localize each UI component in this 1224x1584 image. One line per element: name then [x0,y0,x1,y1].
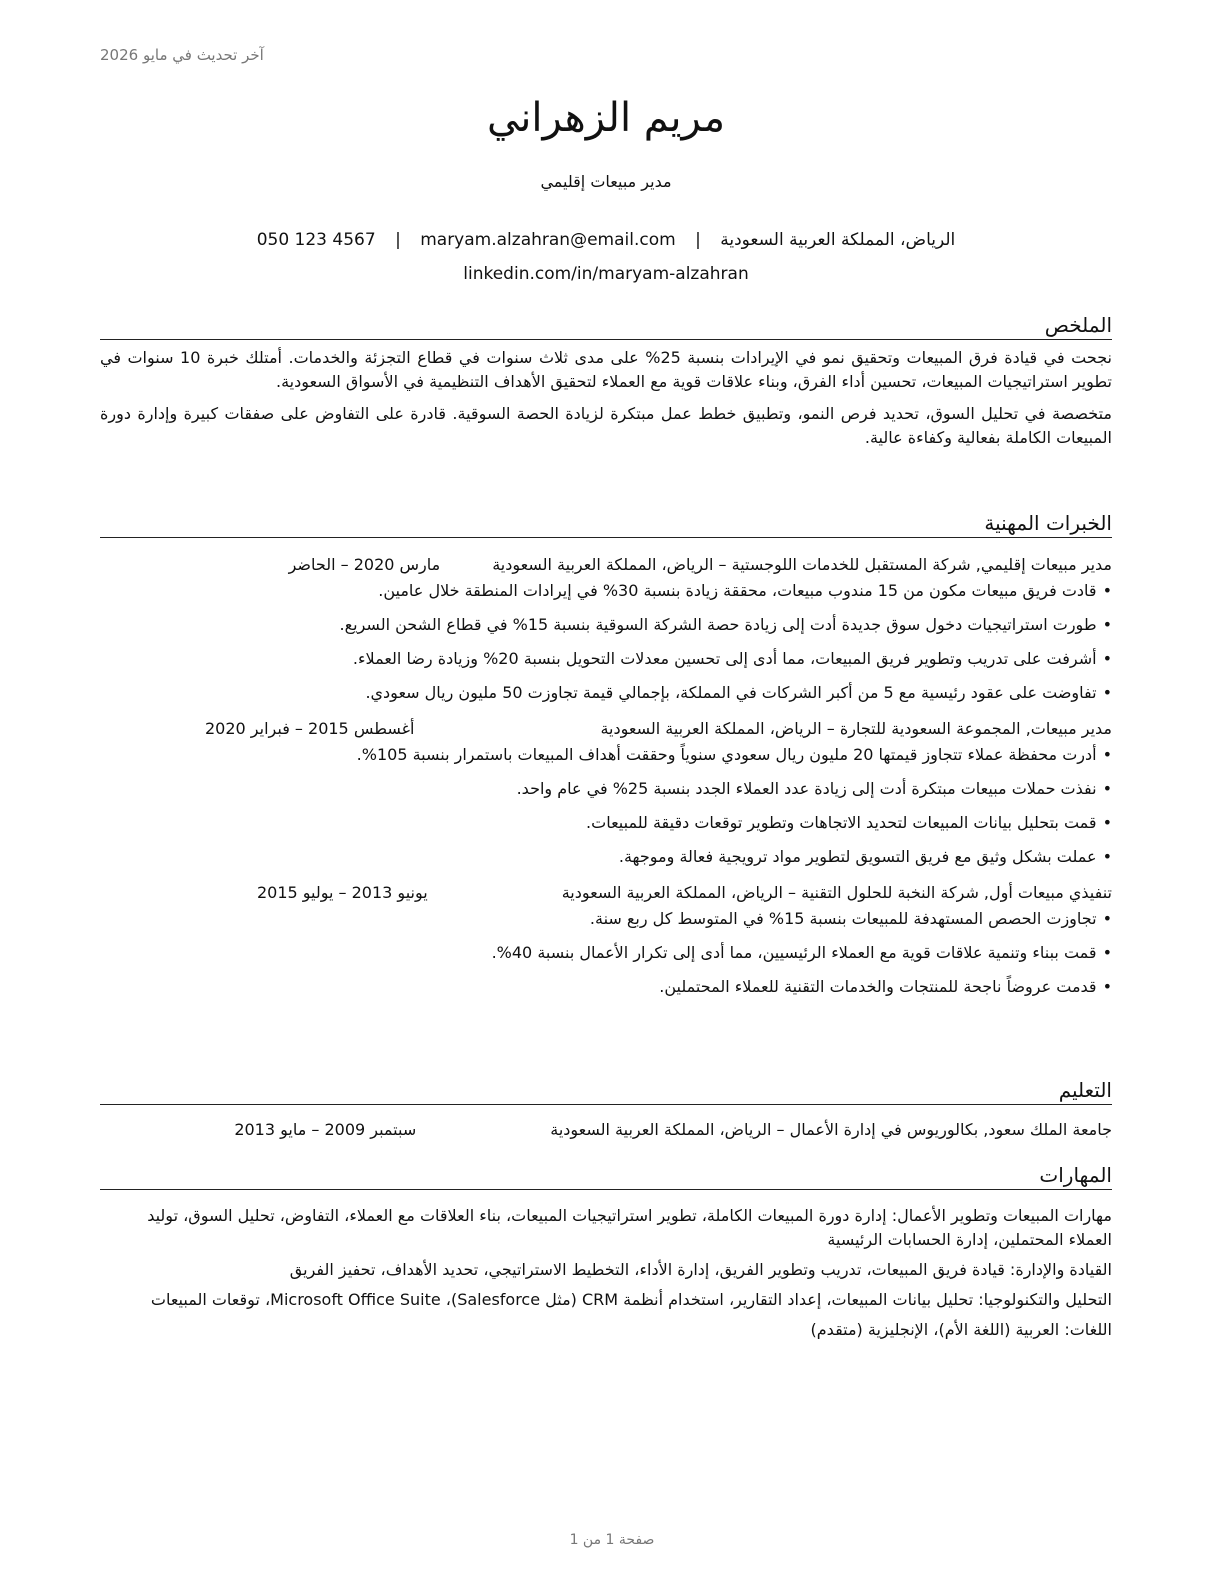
list-item: •قمت ببناء وتنمية علاقات قوية مع العملاء الرئيسيين، مما أدى إلى تكرار الأعمال بنسبة 40%. [491,943,1112,962]
last-updated-note: آخر تحديث في مايو 2026 [100,46,264,64]
job-header [100,718,1112,740]
job-bullets [162,580,1112,704]
email-link[interactable]: maryam.alzahran@email.com [420,230,676,250]
job-dates: أغسطس 2015 – فبراير 2020 [205,719,415,738]
job-title-company: تنفيذي مبيعات أول, شركة النخبة للحلول التقنية – الرياض، المملكة العربية السعودية [561,883,1112,902]
candidate-name: مريم الزهراني [486,95,726,141]
list-item: •تجاوزت الحصص المستهدفة للمبيعات بنسبة 15% في المتوسط كل ربع سنة. [589,909,1112,928]
list-item: •عملت بشكل وثيق مع فريق التسويق لتطوير مواد ترويجية فعالة وموجهة. [618,847,1112,866]
linkedin-link[interactable]: linkedin.com/in/maryam-alzahran [463,264,749,284]
skill-line: التحليل والتكنولوجيا: تحليل بيانات المبيعات، إعداد التقارير، استخدام أنظمة CRM (مثل Salesforce)، Microsoft Office Suite، توقعات المبيعات [150,1290,1112,1309]
contact-line-2 [100,257,1112,291]
list-item: •أدرت محفظة عملاء تتجاوز قيمتها 20 مليون ريال سعودي سنوياً وحققت أهداف المبيعات باستمرار بنسبة 105%. [356,745,1112,764]
contact-info [100,223,1112,291]
job-title-company: مدير مبيعات, المجموعة السعودية للتجارة – الرياض، المملكة العربية السعودية [600,719,1112,738]
job-entry [100,718,1112,868]
phone-text: 050 123 4567 [256,230,376,250]
skills-section [100,1162,1112,1342]
list-item: •قمت بتحليل بيانات المبيعات لتحديد الاتجاهات وتطوير توقعات دقيقة للمبيعات. [586,813,1112,832]
contact-separator: | [695,230,701,250]
summary-paragraph: متخصصة في تحليل السوق، تحديد فرص النمو، وتطبيق خطط عمل مبتكرة لزيادة الحصة السوقية. قادرة على التفاوض على صفقات كبيرة وإدارة دورة المبيعات الكاملة بفعالية وكفاءة عالية. [100,404,1112,447]
page-number: صفحة 1 من 1 [569,1532,655,1548]
skill-line: اللغات: العربية (اللغة الأم)، الإنجليزية (متقدم) [810,1320,1112,1339]
section-heading-experience: الخبرات المهنية [100,510,1112,538]
job-entry [100,882,1112,998]
education-dates: سبتمبر 2009 – مايو 2013 [234,1120,417,1139]
candidate-title: مدير مبيعات إقليمي [540,172,672,191]
list-item: •قادت فريق مبيعات مكون من 15 مندوب مبيعات، محققة زيادة بنسبة 30% في إيرادات المنطقة خلال عامين. [378,581,1112,600]
education-entry [100,1119,1112,1141]
summary-paragraph: نجحت في قيادة فرق المبيعات وتحقيق نمو في الإيرادات بنسبة 25% على مدى ثلاث سنوات في قطاع التجزئة والخدمات. أمتلك خبرة 10 سنوات في تطوير استراتيجيات المبيعات، تحسين أداء الفرق، وبناء علاقات قوية مع العملاء لتحقيق الأهداف التنظيمية في الأسواق السعودية. [100,348,1112,391]
skill-line: مهارات المبيعات وتطوير الأعمال: إدارة دورة المبيعات الكاملة، تطوير استراتيجيات المبيعات، بناء العلاقات مع العملاء، التفاوض، تحليل السوق، توليد العملاء المحتملين، إدارة الحسابات الرئيسية [147,1206,1112,1249]
list-item: •أشرفت على تدريب وتطوير فريق المبيعات، مما أدى إلى تحسين معدلات التحويل بنسبة 20% وزيادة رضا العملاء. [352,649,1112,668]
summary-section [100,312,1112,450]
job-bullets [100,908,1112,998]
section-heading-skills: المهارات [100,1162,1112,1190]
skill-line: القيادة والإدارة: قيادة فريق المبيعات، تدريب وتطوير الفريق، إدارة الأداء، التخطيط الاستراتيجي، تحديد الأهداف، تحفيز الفريق [289,1260,1112,1279]
resume-page [100,0,1112,1584]
job-dates: مارس 2020 – الحاضر [288,555,441,574]
contact-line-1 [100,223,1112,257]
location-text: الرياض، المملكة العربية السعودية [720,230,956,250]
list-item: •طورت استراتيجيات دخول سوق جديدة أدت إلى زيادة حصة الشركة السوقية بنسبة 15% في قطاع الشحن السريع. [339,615,1112,634]
job-dates: يونيو 2013 – يوليو 2015 [256,883,428,902]
section-heading-summary: الملخص [100,312,1112,340]
job-header [162,554,1112,576]
job-header [100,882,1112,904]
list-item: •نفذت حملات مبيعات مبتكرة أدت إلى زيادة عدد العملاء الجدد بنسبة 25% في عام واحد. [516,779,1112,798]
list-item: •تفاوضت على عقود رئيسية مع 5 من أكبر الشركات في المملكة، بإجمالي قيمة تجاوزت 50 مليون ريال سعودي. [365,683,1112,702]
education-degree: جامعة الملك سعود, بكالوريوس في إدارة الأعمال – الرياض، المملكة العربية السعودية [550,1120,1112,1139]
contact-separator: | [395,230,401,250]
job-bullets [100,744,1112,868]
education-section [100,1077,1112,1141]
section-heading-education: التعليم [100,1077,1112,1105]
list-item: •قدمت عروضاً ناجحة للمنتجات والخدمات التقنية للعملاء المحتملين. [659,977,1112,996]
experience-section [100,510,1112,1010]
job-entry [100,554,1112,704]
job-title-company: مدير مبيعات إقليمي, شركة المستقبل للخدمات اللوجستية – الرياض، المملكة العربية السعودية [492,555,1112,574]
